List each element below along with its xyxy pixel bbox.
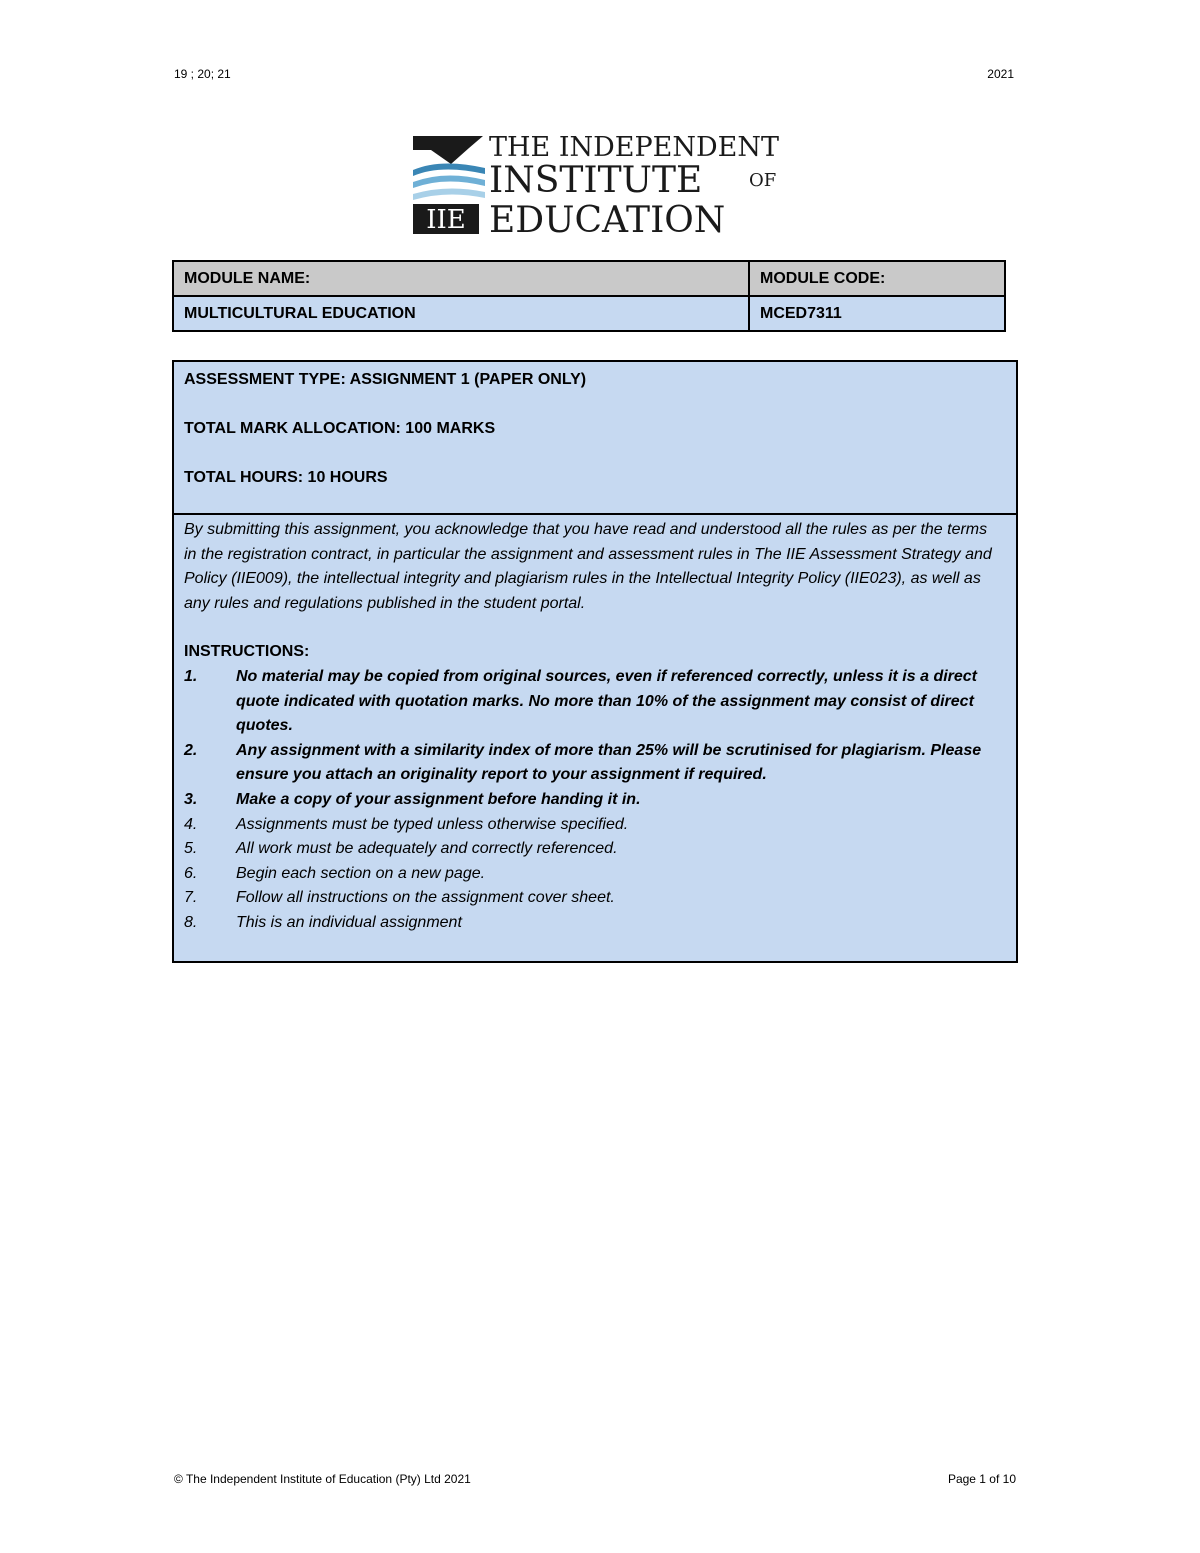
logo-line2: INSTITUTE	[489, 160, 703, 201]
footer-copyright: © The Independent Institute of Education (Pty) Ltd 2021	[174, 1472, 471, 1486]
instruction-number: 7.	[184, 889, 198, 907]
module-name-label: MODULE NAME:	[173, 261, 749, 296]
module-code-label: MODULE CODE:	[749, 261, 1005, 296]
total-hours: TOTAL HOURS: 10 HOURS	[184, 469, 388, 486]
instruction-number: 5.	[184, 840, 198, 858]
instruction-item	[184, 911, 1002, 936]
instruction-number: 2.	[184, 741, 198, 759]
instruction-text: Follow all instructions on the assignment cover sheet.	[236, 889, 615, 907]
book-emblem-icon	[413, 136, 485, 235]
assessment-summary	[174, 362, 1016, 515]
instruction-item	[184, 739, 1002, 788]
module-value-row	[173, 296, 1005, 331]
instruction-item	[184, 862, 1002, 887]
total-marks: TOTAL MARK ALLOCATION: 100 MARKS	[184, 420, 496, 437]
acknowledgement-text: By submitting this assignment, you acknowledge that you have read and understood all the rules as per the terms in the registration contract, in particular the assignment and assessment rules in The IIE Assessment Strategy and Policy (IIE009), the intellectual integrity and plagiarism rules in the Intellectual Integrity Policy (IIE023), as well as any rules and regulations published in the student portal.	[184, 521, 992, 612]
instruction-text: All work must be adequately and correctly referenced.	[236, 840, 618, 858]
instruction-item	[184, 788, 1002, 813]
logo-of: OF	[749, 170, 777, 191]
assessment-box	[172, 360, 1018, 963]
instruction-number: 1.	[184, 667, 198, 685]
module-header-row	[173, 261, 1005, 296]
module-code-value: MCED7311	[749, 296, 1005, 331]
instruction-number: 8.	[184, 913, 198, 931]
footer-page-number: Page 1 of 10	[947, 1472, 1016, 1486]
assessment-type: ASSESSMENT TYPE: ASSIGNMENT 1 (PAPER ONLY)	[184, 371, 587, 388]
header-right: 2021	[987, 67, 1014, 81]
instruction-text: Begin each section on a new page.	[236, 864, 486, 882]
logo-line1: THE INDEPENDENT	[489, 132, 779, 163]
logo-mark: IIE	[426, 205, 466, 235]
instructions-list	[184, 665, 1002, 936]
iie-logo	[411, 128, 791, 236]
instructions-title: INSTRUCTIONS:	[184, 643, 310, 661]
instruction-text: Any assignment with a similarity index of more than 25% will be scrutinised for plagiarism. Please ensure you attach an originality report to your assignment if required.	[236, 741, 982, 784]
instruction-text: Assignments must be typed unless otherwise specified.	[236, 815, 629, 833]
instruction-number: 3.	[184, 790, 198, 808]
instruction-item	[184, 665, 1002, 739]
module-table	[172, 260, 1006, 332]
instruction-item	[184, 886, 1002, 911]
instruction-item	[184, 837, 1002, 862]
instruction-item	[184, 813, 1002, 838]
instruction-text: This is an individual assignment	[236, 913, 462, 931]
instruction-number: 4.	[184, 815, 198, 833]
instruction-number: 6.	[184, 864, 198, 882]
instruction-text: No material may be copied from original sources, even if referenced correctly, unless it is a direct quote indicated with quotation marks. No more than 10% of the assignment may consist of direct quotes.	[236, 667, 978, 735]
module-name-value: MULTICULTURAL EDUCATION	[173, 296, 749, 331]
logo-line3: EDUCATION	[489, 200, 726, 236]
assessment-rules	[174, 515, 1016, 936]
header-left: 19 ; 20; 21	[174, 67, 231, 81]
instruction-text: Make a copy of your assignment before handing it in.	[236, 790, 641, 808]
